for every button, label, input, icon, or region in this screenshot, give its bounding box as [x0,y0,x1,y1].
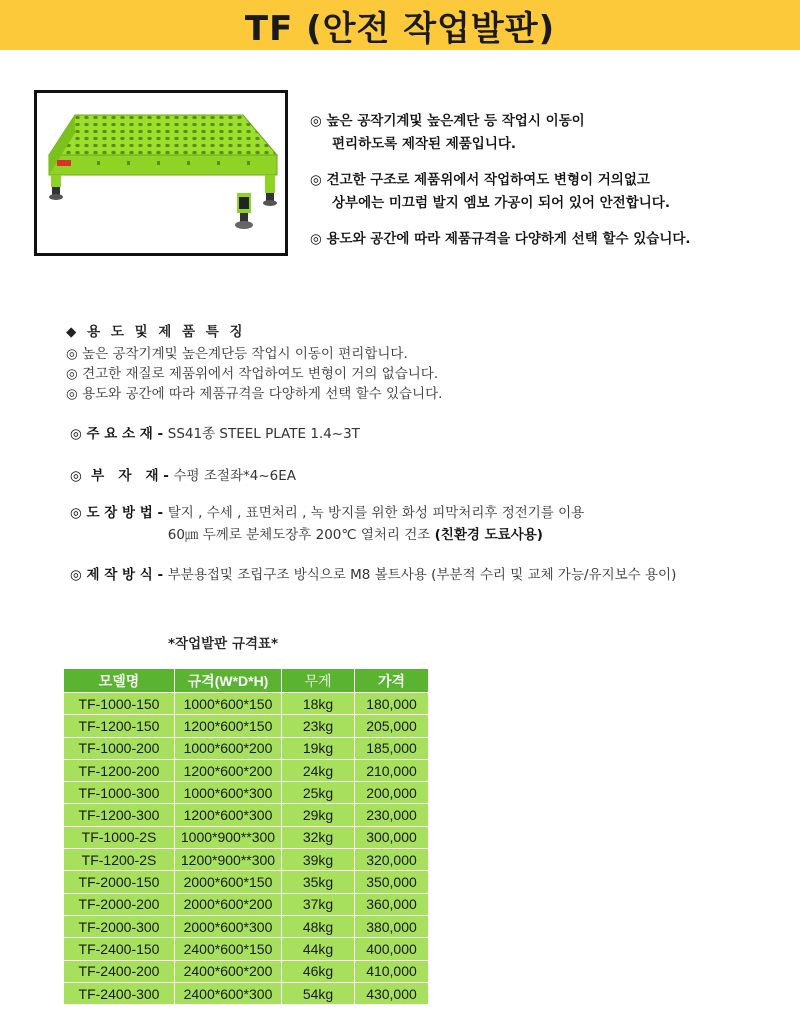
spec-material-value: SS41종 STEEL PLATE 1.4~3T [167,426,360,442]
size-cell: 1200*600*200 [175,759,282,781]
weight-cell: 24kg [282,759,355,781]
table-row [64,871,429,893]
size-cell: 2000*600*150 [175,871,282,893]
size-cell: 2400*600*150 [175,938,282,960]
model-cell: TF-1200-150 [64,715,175,737]
intro-text [310,110,790,264]
size-cell: 2400*600*300 [175,982,282,1004]
price-cell: 205,000 [355,715,429,737]
size-cell: 2400*600*200 [175,960,282,982]
weight-cell: 32kg [282,826,355,848]
weight-cell: 39kg [282,849,355,871]
features-item: ◎ 용도와 공간에 따라 제품규격을 다양하게 선택 할수 있습니다. [66,386,443,402]
table-row [64,982,429,1004]
weight-cell: 54kg [282,982,355,1004]
page-title: TF (안전 작업발판) [244,8,556,49]
model-cell: TF-2000-200 [64,893,175,915]
model-cell: TF-2000-150 [64,871,175,893]
spec-coating-label: ◎ 도 장 방 법 - [70,505,168,521]
spec-material-label: ◎ 주 요 소 재 - [70,426,168,442]
spec-coating-eco: (친환경 도료사용) [434,527,543,543]
intro-line-1b: 편리하도록 제작된 제품입니다. [332,136,517,152]
col-price-header: 가격 [355,669,429,693]
spec-material [70,423,360,445]
spec-method-value: 부분용접및 조립구조 방식으로 M8 볼트사용 (부분적 수리 및 교체 가능/유지보수 용이) [167,567,677,583]
price-cell: 400,000 [355,938,429,960]
model-cell: TF-2400-150 [64,938,175,960]
table-row [64,826,429,848]
title-banner [0,0,800,50]
spec-method-label: ◎ 제 작 방 식 - [70,567,168,583]
model-cell: TF-2400-200 [64,960,175,982]
table-row [64,804,429,826]
features-list [66,344,766,404]
price-cell: 380,000 [355,915,429,937]
spec-coating-line-2: 60㎛ 두께로 분체도장후 200℃ 열처리 건조 [167,527,435,543]
table-row [64,737,429,759]
features-heading: ◆ 용 도 및 제 품 특 징 [66,324,246,340]
table-title: *작업발판 규격표* [168,636,279,652]
price-cell: 320,000 [355,849,429,871]
intro-line-2b: 상부에는 미끄럼 발지 엠보 가공이 되어 있어 안전합니다. [332,195,670,211]
size-cell: 1000*600*300 [175,782,282,804]
steel-step-platform-image [37,93,285,253]
model-cell: TF-1000-300 [64,782,175,804]
col-size-header: 규격(W*D*H) [175,669,282,693]
weight-cell: 37kg [282,893,355,915]
table-row [64,938,429,960]
table-row [64,693,429,715]
features-section [66,320,766,404]
features-item: ◎ 높은 공작기계및 높은계단등 작업시 이동이 편리합니다. [66,346,408,362]
model-cell: TF-1200-2S [64,849,175,871]
size-cell: 1000*900**300 [175,826,282,848]
model-cell: TF-1200-300 [64,804,175,826]
table-body [64,693,429,1005]
price-cell: 185,000 [355,737,429,759]
price-cell: 300,000 [355,826,429,848]
table-row [64,782,429,804]
weight-cell: 23kg [282,715,355,737]
spec-table [63,668,429,1005]
table-row [64,715,429,737]
price-cell: 410,000 [355,960,429,982]
model-cell: TF-1200-200 [64,759,175,781]
table-row [64,960,429,982]
spec-sub-label: ◎ 부 자 재 - [70,468,174,484]
table-row [64,915,429,937]
table-row [64,893,429,915]
size-cell: 1200*600*150 [175,715,282,737]
spec-coating [70,502,584,546]
spec-method [70,564,676,586]
size-cell: 1200*600*300 [175,804,282,826]
model-cell: TF-1000-2S [64,826,175,848]
weight-cell: 19kg [282,737,355,759]
weight-cell: 25kg [282,782,355,804]
size-cell: 1000*600*150 [175,693,282,715]
spec-coating-line-1: 탈지 , 수세 , 표면처리 , 녹 방지를 위한 화성 피막처리후 정전기를 이용 [167,505,585,521]
size-cell: 2000*600*300 [175,915,282,937]
price-cell: 430,000 [355,982,429,1004]
table-header-row [64,669,429,693]
intro-line-3: ◎ 용도와 공간에 따라 제품규격을 다양하게 선택 할수 있습니다. [310,231,691,247]
model-cell: TF-2400-300 [64,982,175,1004]
model-cell: TF-1000-150 [64,693,175,715]
price-cell: 200,000 [355,782,429,804]
spec-sub-material [70,465,296,487]
weight-cell: 18kg [282,693,355,715]
price-cell: 360,000 [355,893,429,915]
table-row [64,849,429,871]
weight-cell: 46kg [282,960,355,982]
price-cell: 210,000 [355,759,429,781]
model-cell: TF-1000-200 [64,737,175,759]
model-cell: TF-2000-300 [64,915,175,937]
spec-sub-value: 수평 조절좌*4~6EA [173,468,297,484]
price-cell: 180,000 [355,693,429,715]
size-cell: 1000*600*200 [175,737,282,759]
price-cell: 230,000 [355,804,429,826]
weight-cell: 44kg [282,938,355,960]
size-cell: 1200*900**300 [175,849,282,871]
price-cell: 350,000 [355,871,429,893]
table-row [64,759,429,781]
size-cell: 2000*600*200 [175,893,282,915]
weight-cell: 29kg [282,804,355,826]
intro-line-2a: ◎ 견고한 구조로 제품위에서 작업하여도 변형이 거의없고 [310,172,650,188]
col-model-header: 모델명 [64,669,175,693]
features-item: ◎ 견고한 재질로 제품위에서 작업하여도 변형이 거의 없습니다. [66,366,439,382]
col-weight-header: 무게 [282,669,355,693]
weight-cell: 35kg [282,871,355,893]
weight-cell: 48kg [282,915,355,937]
intro-line-1a: ◎ 높은 공작기계및 높은계단 등 작업시 이동이 [310,113,585,129]
product-image [34,90,288,256]
